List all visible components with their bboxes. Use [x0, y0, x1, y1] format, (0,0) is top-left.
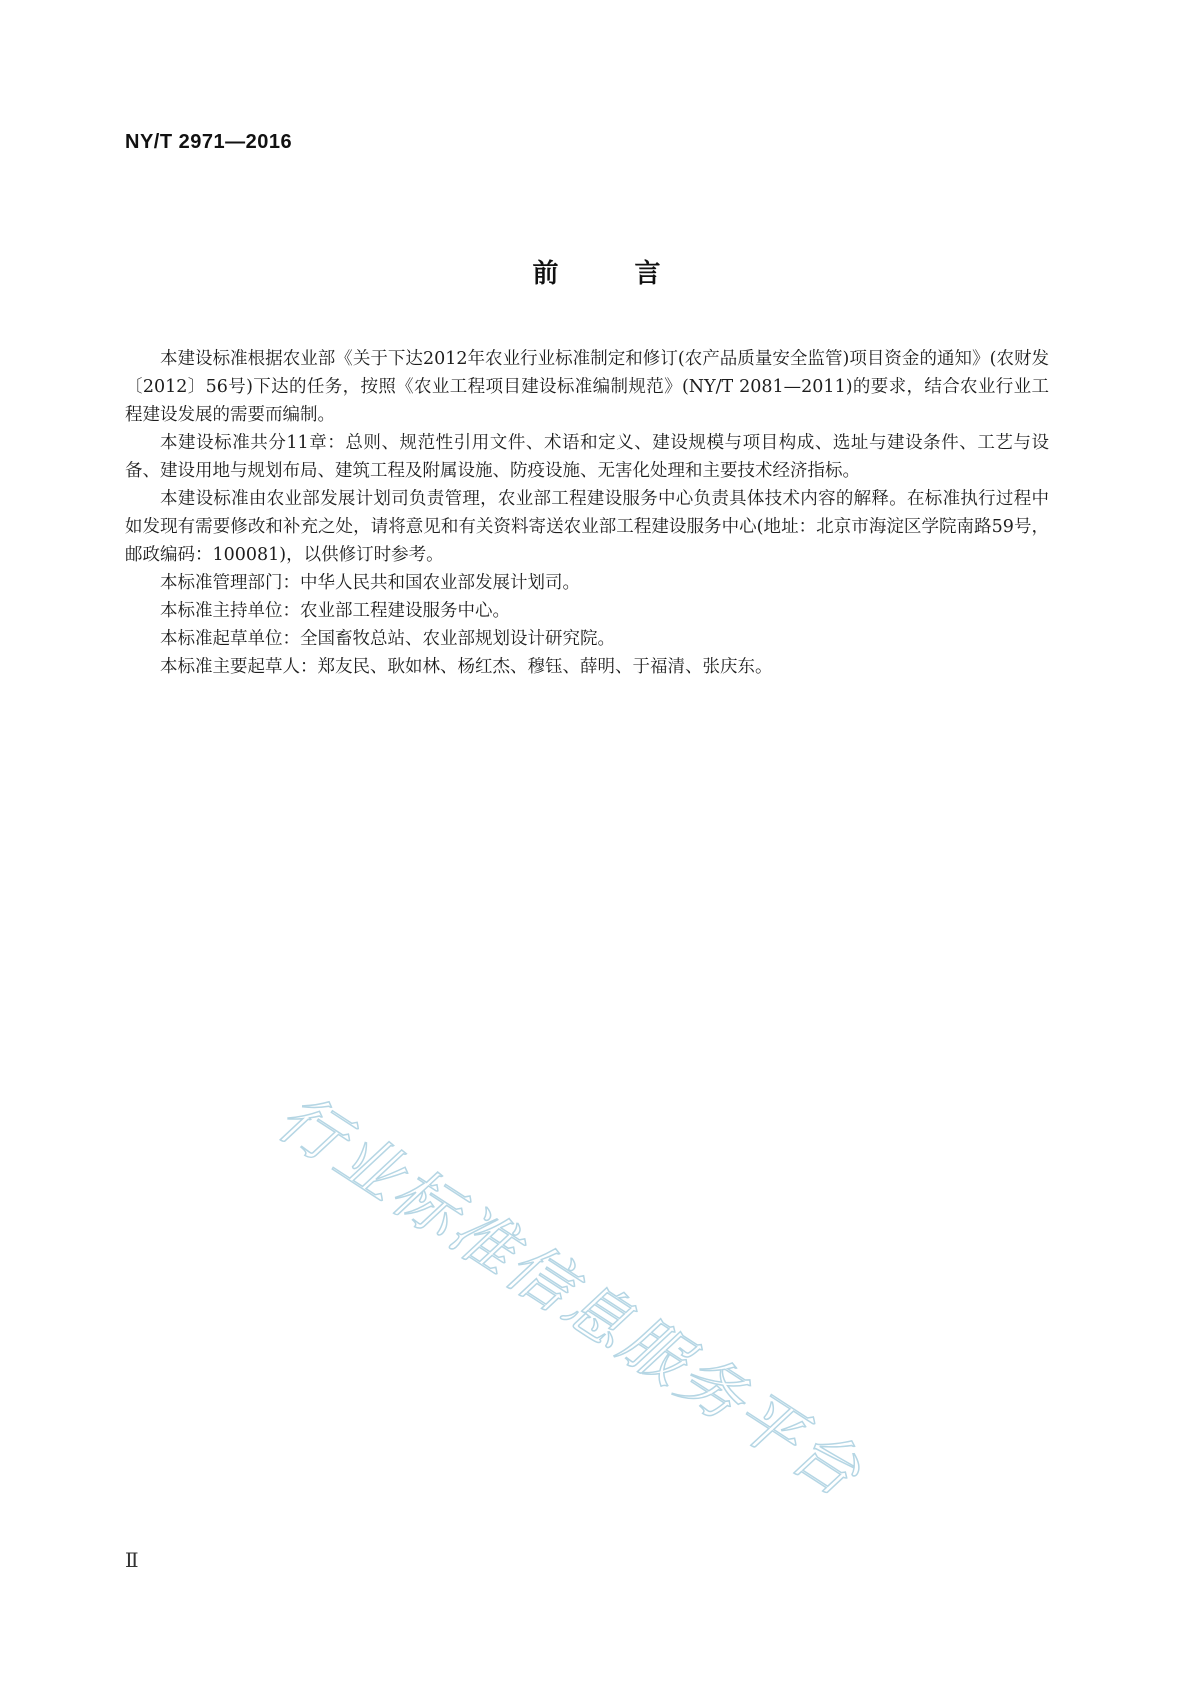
preface-paragraph-host-unit: 本标准主持单位：农业部工程建设服务中心。 — [160, 601, 510, 621]
preface-paragraph-drafters: 本标准主要起草人：郑友民、耿如林、杨红杰、穆钰、薛明、于福清、张庆东。 — [160, 657, 773, 677]
page-number: Ⅱ — [125, 1550, 139, 1572]
preface-paragraph-basis: 本建设标准根据农业部《关于下达2012年农业行业标准制定和修订(农产品质量安全监管)项目资金的通知》(农财发〔2012〕56号)下达的任务，按照《农业工程项目建设标准编制规范》(NY/T 2081—2011)的要求，结合农业行业工程建设发展的需要而编制。 — [125, 349, 1049, 425]
preface-paragraph-drafting-units: 本标准起草单位：全国畜牧总站、农业部规划设计研究院。 — [160, 629, 615, 649]
preface-paragraph-chapters: 本建设标准共分11章：总则、规范性引用文件、术语和定义、建设规模与项目构成、选址与建设条件、工艺与设备、建设用地与规划布局、建筑工程及附属设施、防疫设施、无害化处理和主要技术经济指标。 — [125, 433, 1049, 481]
standard-code: NY/T 2971—2016 — [125, 131, 293, 153]
preface-body — [125, 345, 1049, 681]
page-title: 前言 — [532, 259, 737, 289]
preface-paragraph-management: 本建设标准由农业部发展计划司负责管理，农业部工程建设服务中心负责具体技术内容的解释。在标准执行过程中如发现有需要修改和补充之处，请将意见和有关资料寄送农业部工程建设服务中心(地址：北京市海淀区学院南路59号，邮政编码：100081)，以供修订时参考。 — [125, 489, 1049, 565]
watermark: 行业标准信息服务平台 — [264, 1080, 876, 1513]
preface-paragraph-admin-dept: 本标准管理部门：中华人民共和国农业部发展计划司。 — [160, 573, 580, 593]
